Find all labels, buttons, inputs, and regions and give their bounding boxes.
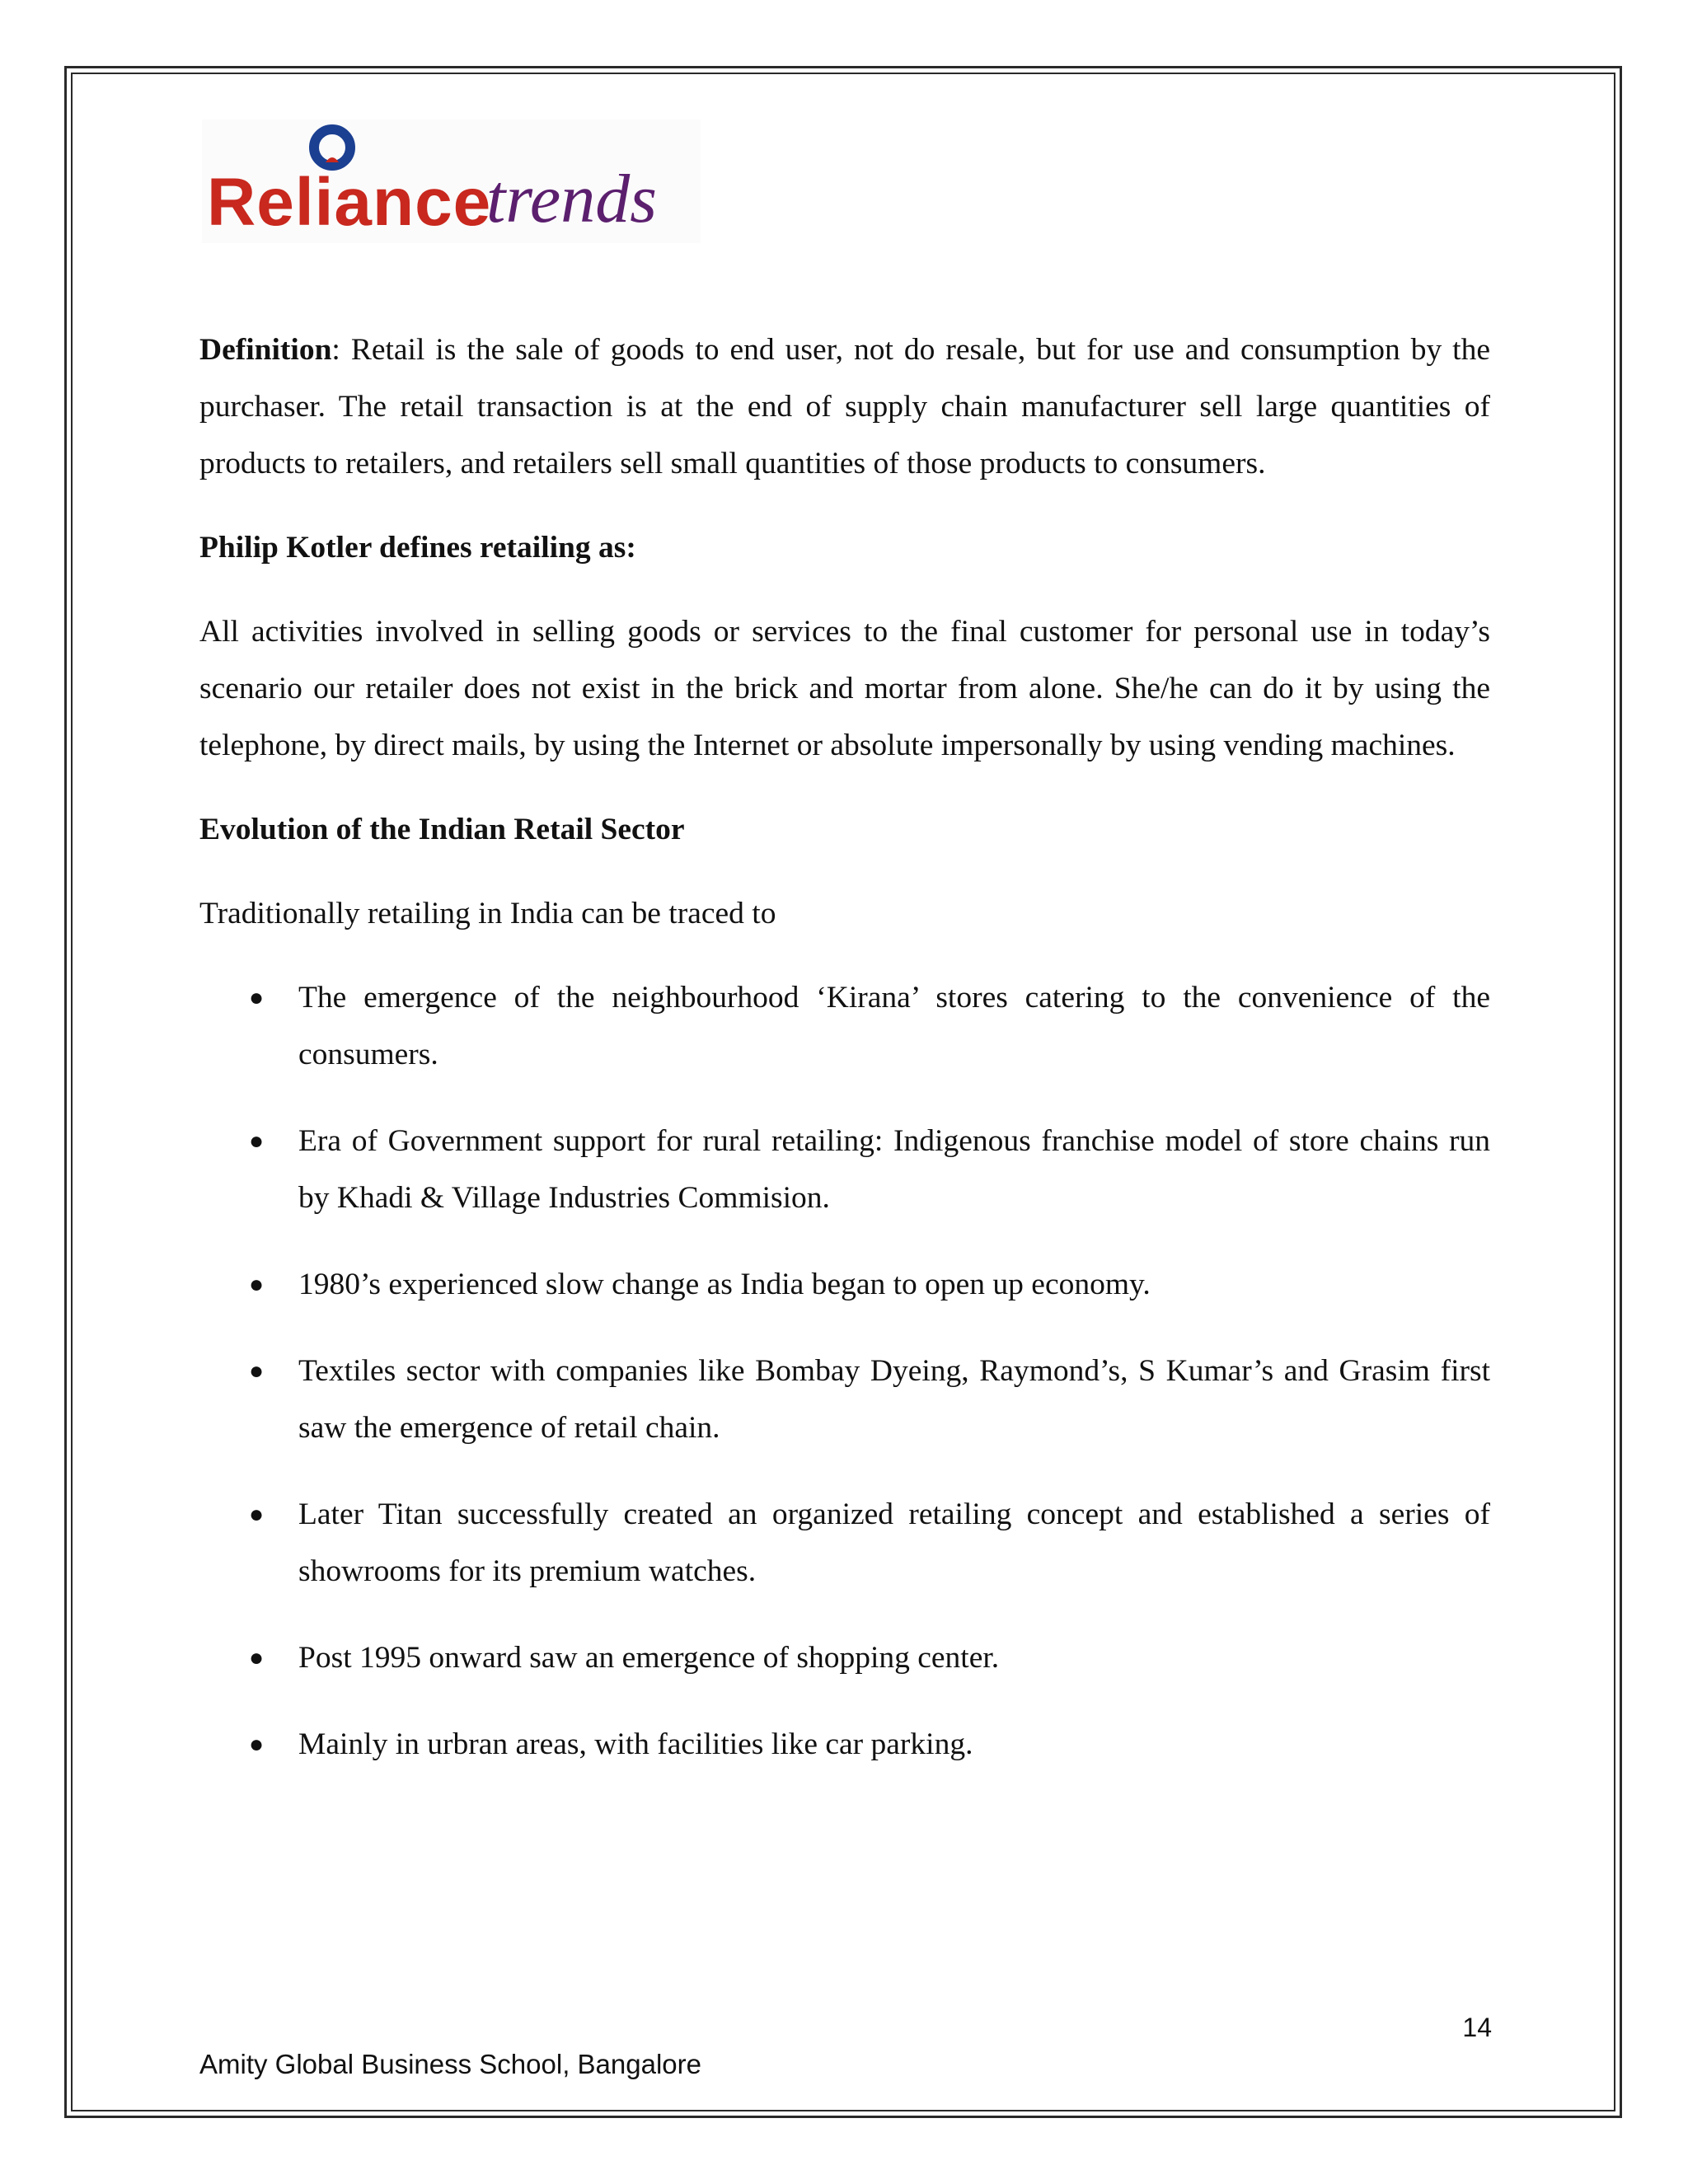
- bullet-icon: ●: [249, 1644, 265, 1671]
- list-item-text: Later Titan successfully created an organized retailing concept and established a series of showrooms for its premium watches.: [298, 1497, 1490, 1588]
- list-item: [199, 969, 1490, 1083]
- reliance-trends-logo: [202, 120, 701, 243]
- definition-paragraph: [199, 321, 1490, 492]
- logo-word-trends: trends: [486, 161, 657, 237]
- list-item-text: 1980’s experienced slow change as India began to open up economy.: [298, 1268, 1151, 1301]
- kotler-heading: Philip Kotler defines retailing as:: [199, 531, 636, 565]
- bullet-icon: ●: [249, 1501, 265, 1528]
- bullet-icon: ●: [249, 1271, 265, 1298]
- page-number: 14: [1462, 2013, 1492, 2042]
- list-item: [199, 1629, 1490, 1686]
- reliance-swirl-icon: [314, 129, 350, 166]
- list-item: [199, 1486, 1490, 1600]
- list-item: [199, 1256, 1490, 1313]
- document-body: [199, 321, 1490, 1802]
- definition-label: Definition: [199, 333, 332, 367]
- list-item: [199, 1716, 1490, 1773]
- bullet-icon: ●: [249, 1731, 265, 1758]
- evolution-heading: Evolution of the Indian Retail Sector: [199, 813, 685, 846]
- bullet-icon: ●: [249, 1357, 265, 1385]
- list-item-text: Post 1995 onward saw an emergence of shopping center.: [298, 1641, 1000, 1675]
- bullet-icon: ●: [249, 984, 265, 1011]
- list-item-text: Mainly in urbran areas, with facilities like car parking.: [298, 1727, 973, 1761]
- evolution-bullet-list: [199, 969, 1490, 1773]
- evolution-intro: Traditionally retailing in India can be traced to: [199, 897, 776, 930]
- list-item-text: The emergence of the neighbourhood ‘Kirana’ stores catering to the convenience of the consumers.: [298, 981, 1490, 1071]
- logo-graphic: [202, 120, 701, 243]
- definition-text: : Retail is the sale of goods to end user, not do resale, but for use and consumption by the purchaser. The retail transaction is at the end of supply chain manufacturer sell large quantities of products to retailers, and retailers sell small quantities of those products to consumers.: [199, 333, 1490, 480]
- bullet-icon: ●: [249, 1127, 265, 1155]
- logo-word-reliance: Reliance: [207, 165, 492, 240]
- kotler-paragraph: All activities involved in selling goods or services to the final customer for personal use in today’s scenario our retailer does not exist in the brick and mortar from alone. She/he can do it by using the telephone, by direct mails, by using the Internet or absolute impersonally by using vending machines.: [199, 615, 1490, 762]
- list-item-text: Era of Government support for rural retailing: Indigenous franchise model of store chains run by Khadi & Village Industries Commision.: [298, 1124, 1490, 1215]
- page-footer: Amity Global Business School, Bangalore: [199, 2049, 701, 2079]
- list-item: [199, 1343, 1490, 1456]
- list-item-text: Textiles sector with companies like Bombay Dyeing, Raymond’s, S Kumar’s and Grasim first saw the emergence of retail chain.: [298, 1354, 1490, 1445]
- list-item: [199, 1113, 1490, 1226]
